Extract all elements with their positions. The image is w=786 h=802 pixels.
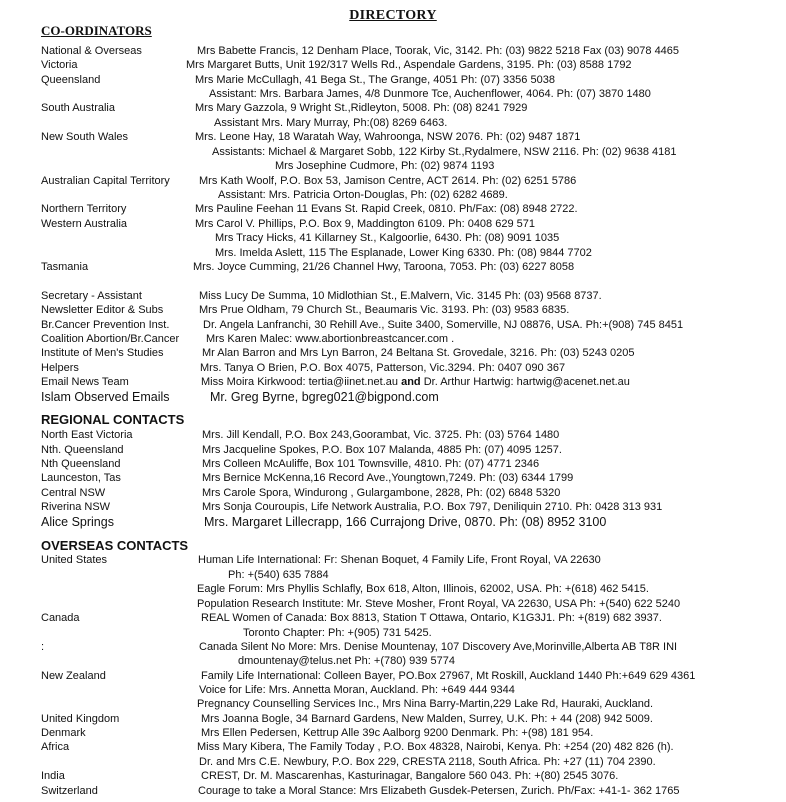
regional-entry (0, 486, 786, 501)
entry-label: Canada (41, 612, 80, 624)
entry-label: National & Overseas (41, 45, 142, 57)
regional-entry (0, 471, 786, 486)
entry-text: Mrs Babette Francis, 12 Denham Place, Toorak, Vic, 3142. Ph: (03) 9822 5218 Fax (03) 9078 4465 (197, 45, 680, 57)
entry-text: Family Life International: Colleen Bayer, PO.Box 27967, Mt Roskill, Auckland 1440 Ph:+649 629 4361 (201, 670, 696, 682)
regional-entry (0, 428, 786, 443)
coordinator-entry (0, 217, 786, 232)
entry-label: : (41, 641, 45, 653)
entry-text: Mrs. Tanya O Brien, P.O. Box 4075, Patterson, Vic.3294. Ph: 0407 090 367 (200, 362, 566, 374)
entry-text: Voice for Life: Mrs. Annetta Moran, Auckland. Ph: +649 444 9344 (199, 684, 515, 696)
entry-text: Miss Mary Kibera, The Family Today , P.O. Box 48328, Nairobi, Kenya. Ph: +254 (20) 482 826 (h). (197, 741, 674, 753)
entry-text: Mrs. Leone Hay, 18 Waratah Way, Wahroonga, NSW 2076. Ph: (02) 9487 1871 (195, 131, 581, 143)
entry-text: Canada Silent No More: Mrs. Denise Mountenay, 107 Discovery Ave,Morinville,Alberta AB T8R INI (199, 641, 678, 653)
overseas-entry (0, 597, 786, 612)
entry-text: Population Research Institute: Mr. Steve Mosher, Front Royal, VA 22630, USA Ph: +(540) 622 5240 (197, 598, 681, 610)
entry-label: Islam Observed Emails (41, 390, 170, 404)
entry-label: United Kingdom (41, 713, 120, 725)
overseas-entry (0, 640, 786, 655)
entry-label: Africa (41, 741, 70, 753)
entry-text: Assistant: Mrs. Patricia Orton-Douglas, Ph: (02) 6282 4689. (218, 189, 508, 201)
coordinator-entry (0, 231, 786, 246)
regional-entry (0, 443, 786, 458)
entry-text: Dr. and Mrs C.E. Newbury, P.O. Box 229, CRESTA 2118, South Africa. Ph: +27 (11) 704 2390. (199, 756, 656, 768)
overseas-entry (0, 553, 786, 568)
entry-text: Mrs Tracy Hicks, 41 Killarney St., Kalgoorlie, 6430. Ph: (08) 9091 1035 (215, 232, 560, 244)
entry-text: Mrs Pauline Feehan 11 Evans St. Rapid Creek, 0810. Ph/Fax: (08) 8948 2722. (195, 203, 578, 215)
overseas-entry (0, 769, 786, 784)
officer-entry (0, 361, 786, 376)
entry-text: Mrs Bernice McKenna,16 Record Ave.,Youngtown,7249. Ph: (03) 6344 1799 (202, 472, 574, 484)
entry-text: Mrs Prue Oldham, 79 Church St., Beaumaris Vic. 3193. Ph: (03) 9583 6835. (199, 304, 570, 316)
entry-text: Human Life International: Fr: Shenan Boquet, 4 Family Life, Front Royal, VA 22630 (198, 554, 601, 566)
overseas-entry (0, 740, 786, 755)
entry-label: New South Wales (41, 131, 129, 143)
entry-label: Denmark (41, 727, 86, 739)
entry-text: Mrs Ellen Pedersen, Kettrup Alle 39c Aalborg 9200 Denmark. Ph: +(98) 181 954. (201, 727, 594, 739)
entry-text: Courage to take a Moral Stance: Mrs Elizabeth Gusdek-Petersen, Zurich. Ph/Fax: +41-1- 362 1765 (198, 785, 680, 797)
entry-text: Miss Lucy De Summa, 10 Midlothian St., E.Malvern, Vic. 3145 Ph: (03) 9568 8737. (199, 290, 602, 302)
entry-text: Mrs Carole Spora, Windurong , Gulargambone, 2828, Ph: (02) 6848 5320 (202, 487, 561, 499)
coordinator-entry (0, 246, 786, 261)
coordinator-entry (0, 159, 786, 174)
entry-text: dmountenay@telus.net Ph: +(780) 939 5774 (238, 655, 455, 667)
entry-text: Mrs Josephine Cudmore, Ph: (02) 9874 1193 (275, 160, 495, 172)
entry-label: Australian Capital Territory (41, 175, 170, 187)
entry-conjunction: and (401, 376, 421, 388)
entry-text: Eagle Forum: Mrs Phyllis Schlafly, Box 618, Alton, Illinois, 62002, USA. Ph: +(618) 462 5415. (197, 583, 649, 595)
entry-label: Email News Team (41, 376, 129, 388)
entry-label: Helpers (41, 362, 79, 374)
overseas-entry (0, 611, 786, 626)
entry-label: Launceston, Tas (41, 472, 121, 484)
entry-text: Mrs Mary Gazzola, 9 Wright St.,Ridleyton, 5008. Ph: (08) 8241 7929 (195, 102, 528, 114)
entry-text: CREST, Dr. M. Mascarenhas, Kasturinagar, Bangalore 560 043. Ph: +(80) 2545 3076. (201, 770, 619, 782)
entry-text: Mrs. Imelda Aslett, 115 The Esplanade, Lower King 6330. Ph: (08) 9844 7702 (215, 247, 592, 259)
entry-text: Mrs Margaret Butts, Unit 192/317 Wells Rd., Aspendale Gardens, 3195. Ph: (03) 8588 1792 (186, 59, 632, 71)
entry-text: Mrs Sonja Couroupis, Life Network Australia, P.O. Box 797, Deniliquin 2710. Ph: 0428 313 931 (202, 501, 663, 513)
entry-label: Victoria (41, 59, 78, 71)
entry-text: Assistant: Mrs. Barbara James, 4/8 Dunmore Tce, Auchenflower, 4064. Ph: (07) 3870 1480 (209, 88, 651, 100)
officer-entry (0, 289, 786, 304)
coordinator-entry (0, 202, 786, 217)
coordinator-entry (0, 87, 786, 102)
entry-text: REAL Women of Canada: Box 8813, Station T Ottawa, Ontario, K1G3J1. Ph: +(819) 682 3937. (201, 612, 662, 624)
entry-label: Br.Cancer Prevention Inst. (41, 319, 170, 331)
entry-text: Pregnancy Counselling Services Inc., Mrs Nina Barry-Martin,229 Lake Rd, Hauraki, Auckland. (197, 698, 654, 710)
regional-entry (0, 500, 786, 515)
entry-label: Northern Territory (41, 203, 127, 215)
entry-text: Mrs Carol V. Phillips, P.O. Box 9, Maddington 6109. Ph: 0408 629 571 (195, 218, 535, 230)
coordinator-entry (0, 116, 786, 131)
coordinator-entry (0, 130, 786, 145)
regional-heading: REGIONAL CONTACTS (41, 412, 185, 427)
entry-text: Miss Moira Kirkwood: tertia@iinet.net.au and Dr. Arthur Hartwig: hartwig@acenet.net.au (201, 376, 630, 388)
entry-label: Nth. Queensland (41, 444, 124, 456)
entry-label: Nth Queensland (41, 458, 121, 470)
overseas-entry (0, 697, 786, 712)
overseas-entry (0, 683, 786, 698)
entry-text: Assistants: Michael & Margaret Sobb, 122 Kirby St.,Rydalmere, NSW 2116. Ph: (02) 9638 4181 (212, 146, 677, 158)
entry-label: United States (41, 554, 108, 566)
entry-text: Ph: +(540) 635 7884 (228, 569, 329, 581)
regional-entry (0, 515, 786, 530)
entry-text: Mrs Karen Malec: www.abortionbreastcancer.com . (206, 333, 455, 345)
entry-text: Mrs. Jill Kendall, P.O. Box 243,Goorambat, Vic. 3725. Ph: (03) 5764 1480 (202, 429, 560, 441)
coordinator-entry (0, 73, 786, 88)
entry-text: Mrs. Joyce Cumming, 21/26 Channel Hwy, Taroona, 7053. Ph: (03) 6227 8058 (193, 261, 575, 273)
entry-label: Institute of Men's Studies (41, 347, 164, 359)
entry-text: Mrs Kath Woolf, P.O. Box 53, Jamison Centre, ACT 2614. Ph: (02) 6251 5786 (199, 175, 577, 187)
officer-entry (0, 390, 786, 405)
officer-entry (0, 303, 786, 318)
entry-label: South Australia (41, 102, 115, 114)
entry-label: Newsletter Editor & Subs (41, 304, 164, 316)
overseas-entry (0, 755, 786, 770)
entry-text: Dr. Angela Lanfranchi, 30 Rehill Ave., Suite 3400, Somerville, NJ 08876, USA. Ph:+(908) 745 8451 (203, 319, 684, 331)
entry-label: Western Australia (41, 218, 128, 230)
overseas-entry (0, 784, 786, 799)
entry-text: Toronto Chapter: Ph: +(905) 731 5425. (243, 627, 432, 639)
entry-label: Switzerland (41, 785, 98, 797)
page-title: DIRECTORY (349, 8, 437, 23)
overseas-entry (0, 726, 786, 741)
officer-entry (0, 332, 786, 347)
overseas-entry (0, 568, 786, 583)
coordinator-entry (0, 260, 786, 275)
overseas-heading: OVERSEAS CONTACTS (41, 538, 189, 553)
entry-label: Tasmania (41, 261, 89, 273)
entry-label: Central NSW (41, 487, 106, 499)
entry-text: Assistant Mrs. Mary Murray, Ph:(08) 8269 6463. (214, 117, 448, 129)
entry-text: Mrs Joanna Bogle, 34 Barnard Gardens, New Malden, Surrey, U.K. Ph: + 44 (208) 942 5009. (201, 713, 653, 725)
coordinator-entry (0, 44, 786, 59)
overseas-entry (0, 669, 786, 684)
overseas-entry (0, 712, 786, 727)
coordinator-entry (0, 145, 786, 160)
overseas-entry (0, 626, 786, 641)
entry-text: Mrs Marie McCullagh, 41 Bega St., The Grange, 4051 Ph: (07) 3356 5038 (195, 74, 555, 86)
officer-entry (0, 318, 786, 333)
entry-label: Riverina NSW (41, 501, 111, 513)
entry-text: Mr. Greg Byrne, bgreg021@bigpond.com (210, 390, 439, 404)
entry-label: Queensland (41, 74, 101, 86)
entry-label: New Zealand (41, 670, 106, 682)
officer-entry (0, 346, 786, 361)
entry-label: Alice Springs (41, 515, 114, 529)
overseas-entry (0, 582, 786, 597)
coordinator-entry (0, 174, 786, 189)
officer-entry (0, 375, 786, 390)
coordinator-entry (0, 58, 786, 73)
coordinator-entry (0, 101, 786, 116)
overseas-entry (0, 654, 786, 669)
entry-label: Coalition Abortion/Br.Cancer (41, 333, 180, 345)
entry-label: North East Victoria (41, 429, 133, 441)
entry-text: Mrs. Margaret Lillecrapp, 166 Currajong Drive, 0870. Ph: (08) 8952 3100 (204, 515, 607, 529)
entry-text: Mrs Jacqueline Spokes, P.O. Box 107 Malanda, 4885 Ph: (07) 4095 1257. (202, 444, 562, 456)
regional-entry (0, 457, 786, 472)
coordinators-heading: CO-ORDINATORS (41, 23, 152, 38)
coordinator-entry (0, 188, 786, 203)
entry-label: Secretary - Assistant (41, 290, 142, 302)
entry-text: Mrs Colleen McAuliffe, Box 101 Townsville, 4810. Ph: (07) 4771 2346 (202, 458, 540, 470)
entry-text: Mr Alan Barron and Mrs Lyn Barron, 24 Beltana St. Grovedale, 3216. Ph: (03) 5243 0205 (202, 347, 635, 359)
entry-label: India (41, 770, 65, 782)
